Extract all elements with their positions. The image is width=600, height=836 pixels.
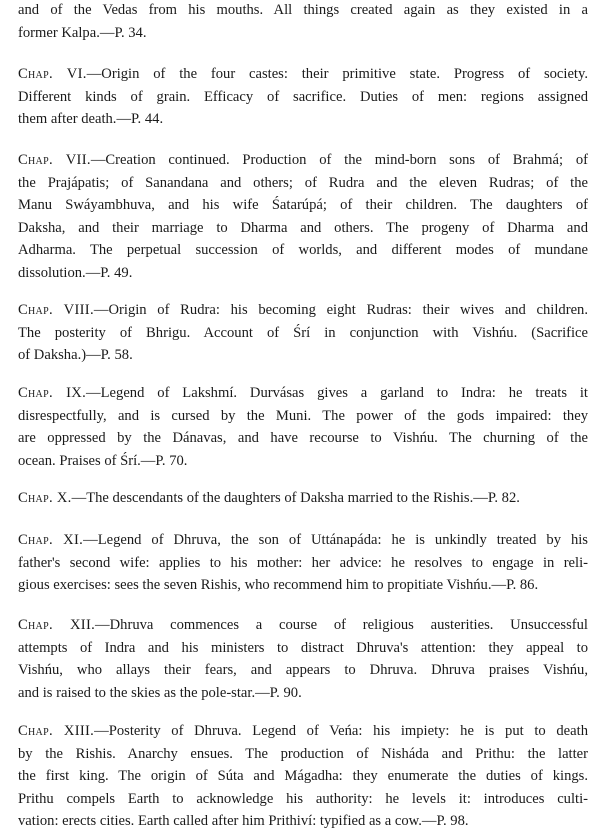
text-line: them after death.—P. 44. [18, 111, 164, 127]
entry-chap-xii [18, 614, 588, 704]
text-line: of Daksha.)—P. 58. [18, 347, 133, 363]
chapter-label: Chap. IX. [18, 385, 87, 401]
text-line: Chap. XI.—Legend of Dhruva, the son of Uttánapáda: he is unkindly treated by his [18, 532, 588, 548]
text-line: Different kinds of grain. Efficacy of sacrifice. Duties of men: regions assigned [18, 88, 588, 105]
text-line: dissolution.—P. 49. [18, 264, 133, 281]
entry-chap-vii [18, 149, 588, 284]
text-line: ocean. Praises of Śrí.—P. 70. [18, 452, 188, 469]
text-line: Prithu compels Earth to acknowledge his authority: he levels it: introduces culti- [18, 790, 588, 807]
text-line: Chap. XIII.—Posterity of Dhruva. Legend of Veńa: his impiety: he is put to death [18, 723, 588, 739]
entry-chap-x [18, 487, 588, 510]
entry-chap-viii [18, 299, 588, 367]
chapter-label: Chap. X. [18, 490, 72, 506]
entry-chap-xiii [18, 720, 588, 833]
chapter-label: Chap. XI. [18, 532, 84, 548]
text-line: disrespectfully, and is cursed by the Muni. The power of the gods impaired: they [18, 407, 588, 424]
chapter-label: Chap. VI. [18, 66, 87, 82]
entry-chap-xi [18, 529, 588, 597]
text-line: Daksha, and their marriage to Dharma and others. The progeny of Dharma and [18, 219, 588, 236]
entry-continuation [18, 0, 588, 44]
text-line: Chap. VI.—Origin of the four castes: their primitive state. Progress of society. [18, 66, 588, 82]
text-line: attempts of Indra and his ministers to distract Dhruva's attention: they appeal to [18, 639, 588, 656]
text-line: Manu Swáyambhuva, and his wife Śatarúpá; of their children. The daughters of [18, 197, 588, 213]
text-line: Chap. XII.—Dhruva commences a course of religious austerities. Unsuccessful [18, 617, 588, 633]
text-line: Vishńu, who allays their fears, and appears to Dhruva. Dhruva praises Vishńu, [18, 662, 588, 678]
text-line: gious exercises: sees the seven Rishis, who recommend him to propitiate Vishńu.—P. 86. [18, 577, 539, 593]
text-line: Adharma. The perpetual succession of worlds, and different modes of mundane [18, 242, 588, 258]
chapter-label: Chap. XII. [18, 617, 96, 633]
text-line: and is raised to the skies as the pole-star.—P. 90. [18, 684, 302, 701]
text-line: father's second wife: applies to his mother: her advice: he resolves to engage in reli- [18, 554, 588, 571]
text-line: Chap. X.—The descendants of the daughters of Daksha married to the Rishis.—P. 82. [18, 490, 520, 506]
entry-chap-vi [18, 63, 588, 131]
text-line: The posterity of Bhrigu. Account of Śrí in conjunction with Vishńu. (Sacrifice [18, 324, 588, 341]
text-line: the first king. The origin of Súta and Mágadha: they enumerate the duties of kings. [18, 768, 588, 784]
text-line: former Kalpa.—P. 34. [18, 24, 147, 41]
text-line: are oppressed by the Dánavas, and have recourse to Vishńu. The churning of the [18, 430, 588, 446]
text-line: vation: erects cities. Earth called after him Prithiví: typified as a cow.—P. 98. [18, 813, 469, 829]
text-line: Chap. IX.—Legend of Lakshmí. Durvásas gives a garland to Indra: he treats it [18, 385, 588, 401]
chapter-label: Chap. XIII. [18, 723, 95, 739]
text-line: Chap. VIII.—Origin of Rudra: his becoming eight Rudras: their wives and children. [18, 302, 588, 318]
chapter-label: Chap. VIII. [18, 302, 94, 318]
text-line: the Prajápatis; of Sanandana and others; of Rudra and the eleven Rudras; of the [18, 174, 588, 191]
text-line: by the Rishis. Anarchy ensues. The production of Nisháda and Prithu: the latter [18, 745, 588, 762]
entry-chap-ix [18, 382, 588, 472]
text-line: and of the Vedas from his mouths. All things created again as they existed in a [18, 2, 588, 18]
text-line: Chap. VII.—Creation continued. Production of the mind-born sons of Brahmá; of [18, 152, 588, 168]
chapter-label: Chap. VII. [18, 152, 91, 168]
